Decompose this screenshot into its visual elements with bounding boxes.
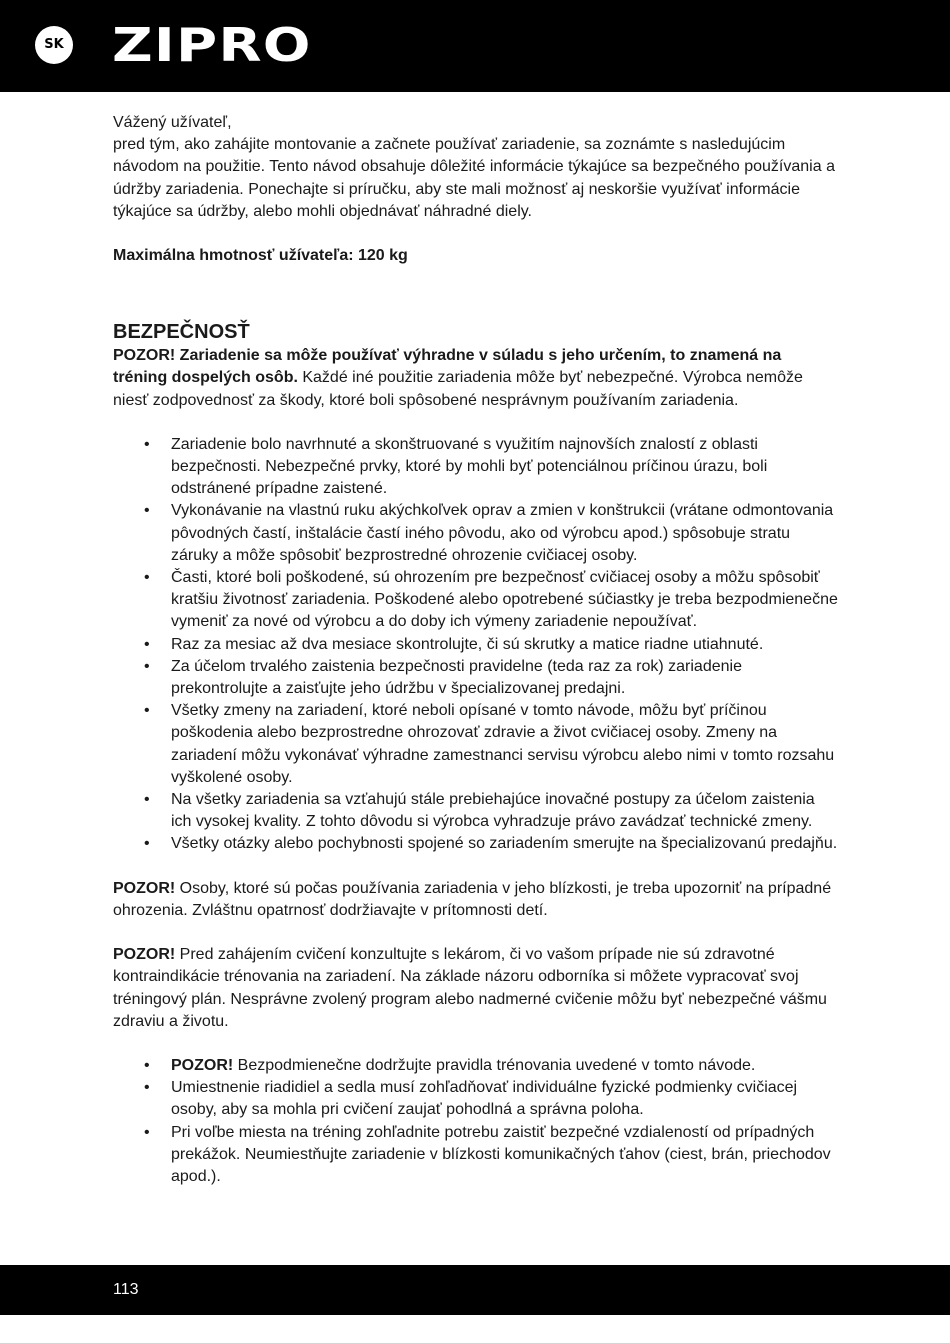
section-heading-safety: BEZPEČNOSŤ: [113, 321, 250, 344]
warning-label: POZOR!: [171, 1056, 234, 1074]
brand-logo: ZIPRO: [112, 18, 312, 72]
list-item: • POZOR! Bezpodmienečne dodržujte pravidla trénovania uvedené v tomto návode.: [171, 1055, 838, 1077]
list-item: • Všetky otázky alebo pochybnosti spojené so zariadením smerujte na špecializovanú predajňu.: [171, 833, 838, 855]
page-footer: [0, 1265, 950, 1315]
safety-warning: [113, 345, 838, 412]
max-weight: Maximálna hmotnosť užívateľa: 120 kg: [113, 247, 408, 265]
list-item: • Vykonávanie na vlastnú ruku akýchkoľvek oprav a zmien v konštrukcii (vrátane odmontovania pôvodných častí, inštalácie častí iného pôvodu, ako od výrobcu apod.) spôsobuje stratu záruky a môže spôsobiť bezprostredné ohrozenie cvičiacej osoby.: [171, 500, 838, 567]
list-item: • Na všetky zariadenia sa vzťahujú stále prebiehajúce inovačné postupy za účelom zaistenia ich vysokej kvality. Z tohto dôvodu si výrobca vyhradzuje právo zavádzať technické zmeny.: [171, 789, 838, 833]
list-item: • Časti, ktoré boli poškodené, sú ohrozením pre bezpečnosť cvičiacej osoby a môžu spôsobiť kratšiu životnosť zariadenia. Poškodené alebo opotrebené súčiastky je treba bezpodmienečne vymeniť za nové od výrobcu a do doby ich výmeny zariadenie nepoužívať.: [171, 567, 838, 634]
list-item: • Raz za mesiac až dva mesiace skontrolujte, či sú skrutky a matice riadne utiahnuté.: [171, 634, 838, 656]
greeting: Vážený užívateľ,: [113, 114, 232, 131]
warning-children: POZOR! Osoby, ktoré sú počas používania zariadenia v jeho blízkosti, je treba upozorniť na prípadné ohrozenia. Zvláštnu opatrnosť dodržiavajte v prítomnosti detí.: [113, 879, 832, 919]
list-item: • Všetky zmeny na zariadení, ktoré neboli opísané v tomto návode, môžu byť príčinou poškodenia alebo bezprostredne ohrozovať zdravie a život cvičiacej osoby. Zmeny na zariadení môžu vykonávať výhradne zamestnanci servisu výrobcu alebo nimi v tomto rozsahu vyškolené osoby.: [171, 700, 838, 789]
language-badge: SK: [35, 26, 73, 64]
list-item: • Za účelom trvalého zaistenia bezpečnosti pravidelne (teda raz za rok) zariadenie prekontrolujte a zaisťujte jeho údržbu v špecializovanej predajni.: [171, 656, 838, 700]
list-item: • Pri voľbe miesta na tréning zohľadnite potrebu zaistiť bezpečné vzdialeností od prípadných prekážok. Neumiestňujte zariadenie v blízkosti komunikačných ťahov (ciest, brán, priechodov apod.).: [171, 1122, 838, 1189]
safety-warning-text: Každé iné použitie zariadenia môže byť nebezpečné. Výrobca nemôže niesť zodpovednosť za škody, ktoré boli spôsobené nesprávnym používaním zariadenia.: [113, 369, 803, 409]
safety-bullet-list: [113, 434, 838, 856]
intro-paragraph: pred tým, ako zahájite montovanie a začnete používať zariadenie, sa zoznámte s nasledujúcim návodom na použitie. Tento návod obsahuje dôležité informácie týkajúce sa bezpečného používania a údržby zariadenia. Ponechajte si príručku, aby ste mali možnosť aj neskoršie využívať informácie týkajúce sa údržby, alebo mohli objednávať náhradné diely.: [113, 136, 835, 220]
page-header: [0, 0, 950, 92]
document-body: [113, 112, 838, 1188]
warning-label: POZOR!: [113, 879, 176, 897]
list-item: • Zariadenie bolo navrhnuté a skonštruované s využitím najnovších znalostí z oblasti bezpečnosti. Nebezpečné prvky, ktoré by mohli byť potenciálnou príčinou úrazu, boli odstránené prípadne zaistené.: [171, 434, 838, 501]
list-item: • Umiestnenie riadidiel a sedla musí zohľadňovať individuálne fyzické podmienky cvičiacej osoby, aby sa mohla pri cvičení zaujať pohodlná a správna poloha.: [171, 1077, 838, 1121]
safety-warning-bold: POZOR! Zariadenie sa môže používať výhradne v súladu s jeho určením, to znamená na tréning dospelých osôb.: [113, 347, 782, 387]
warning-label: POZOR!: [113, 946, 176, 964]
page-number: 113: [113, 1281, 139, 1298]
warning-doctor: POZOR! Pred zahájením cvičení konzultujte s lekárom, či vo vašom prípade nie sú zdravotné kontraindikácie trénovania na zariadení. Na základe názoru odborníka si môžete vypracovať svoj tréningový plán. Nesprávne zvolený program alebo nadmerné cvičenie môžu byť nebezpečné vášmu zdraviu a životu.: [113, 946, 827, 1030]
training-bullet-list: [113, 1055, 838, 1188]
